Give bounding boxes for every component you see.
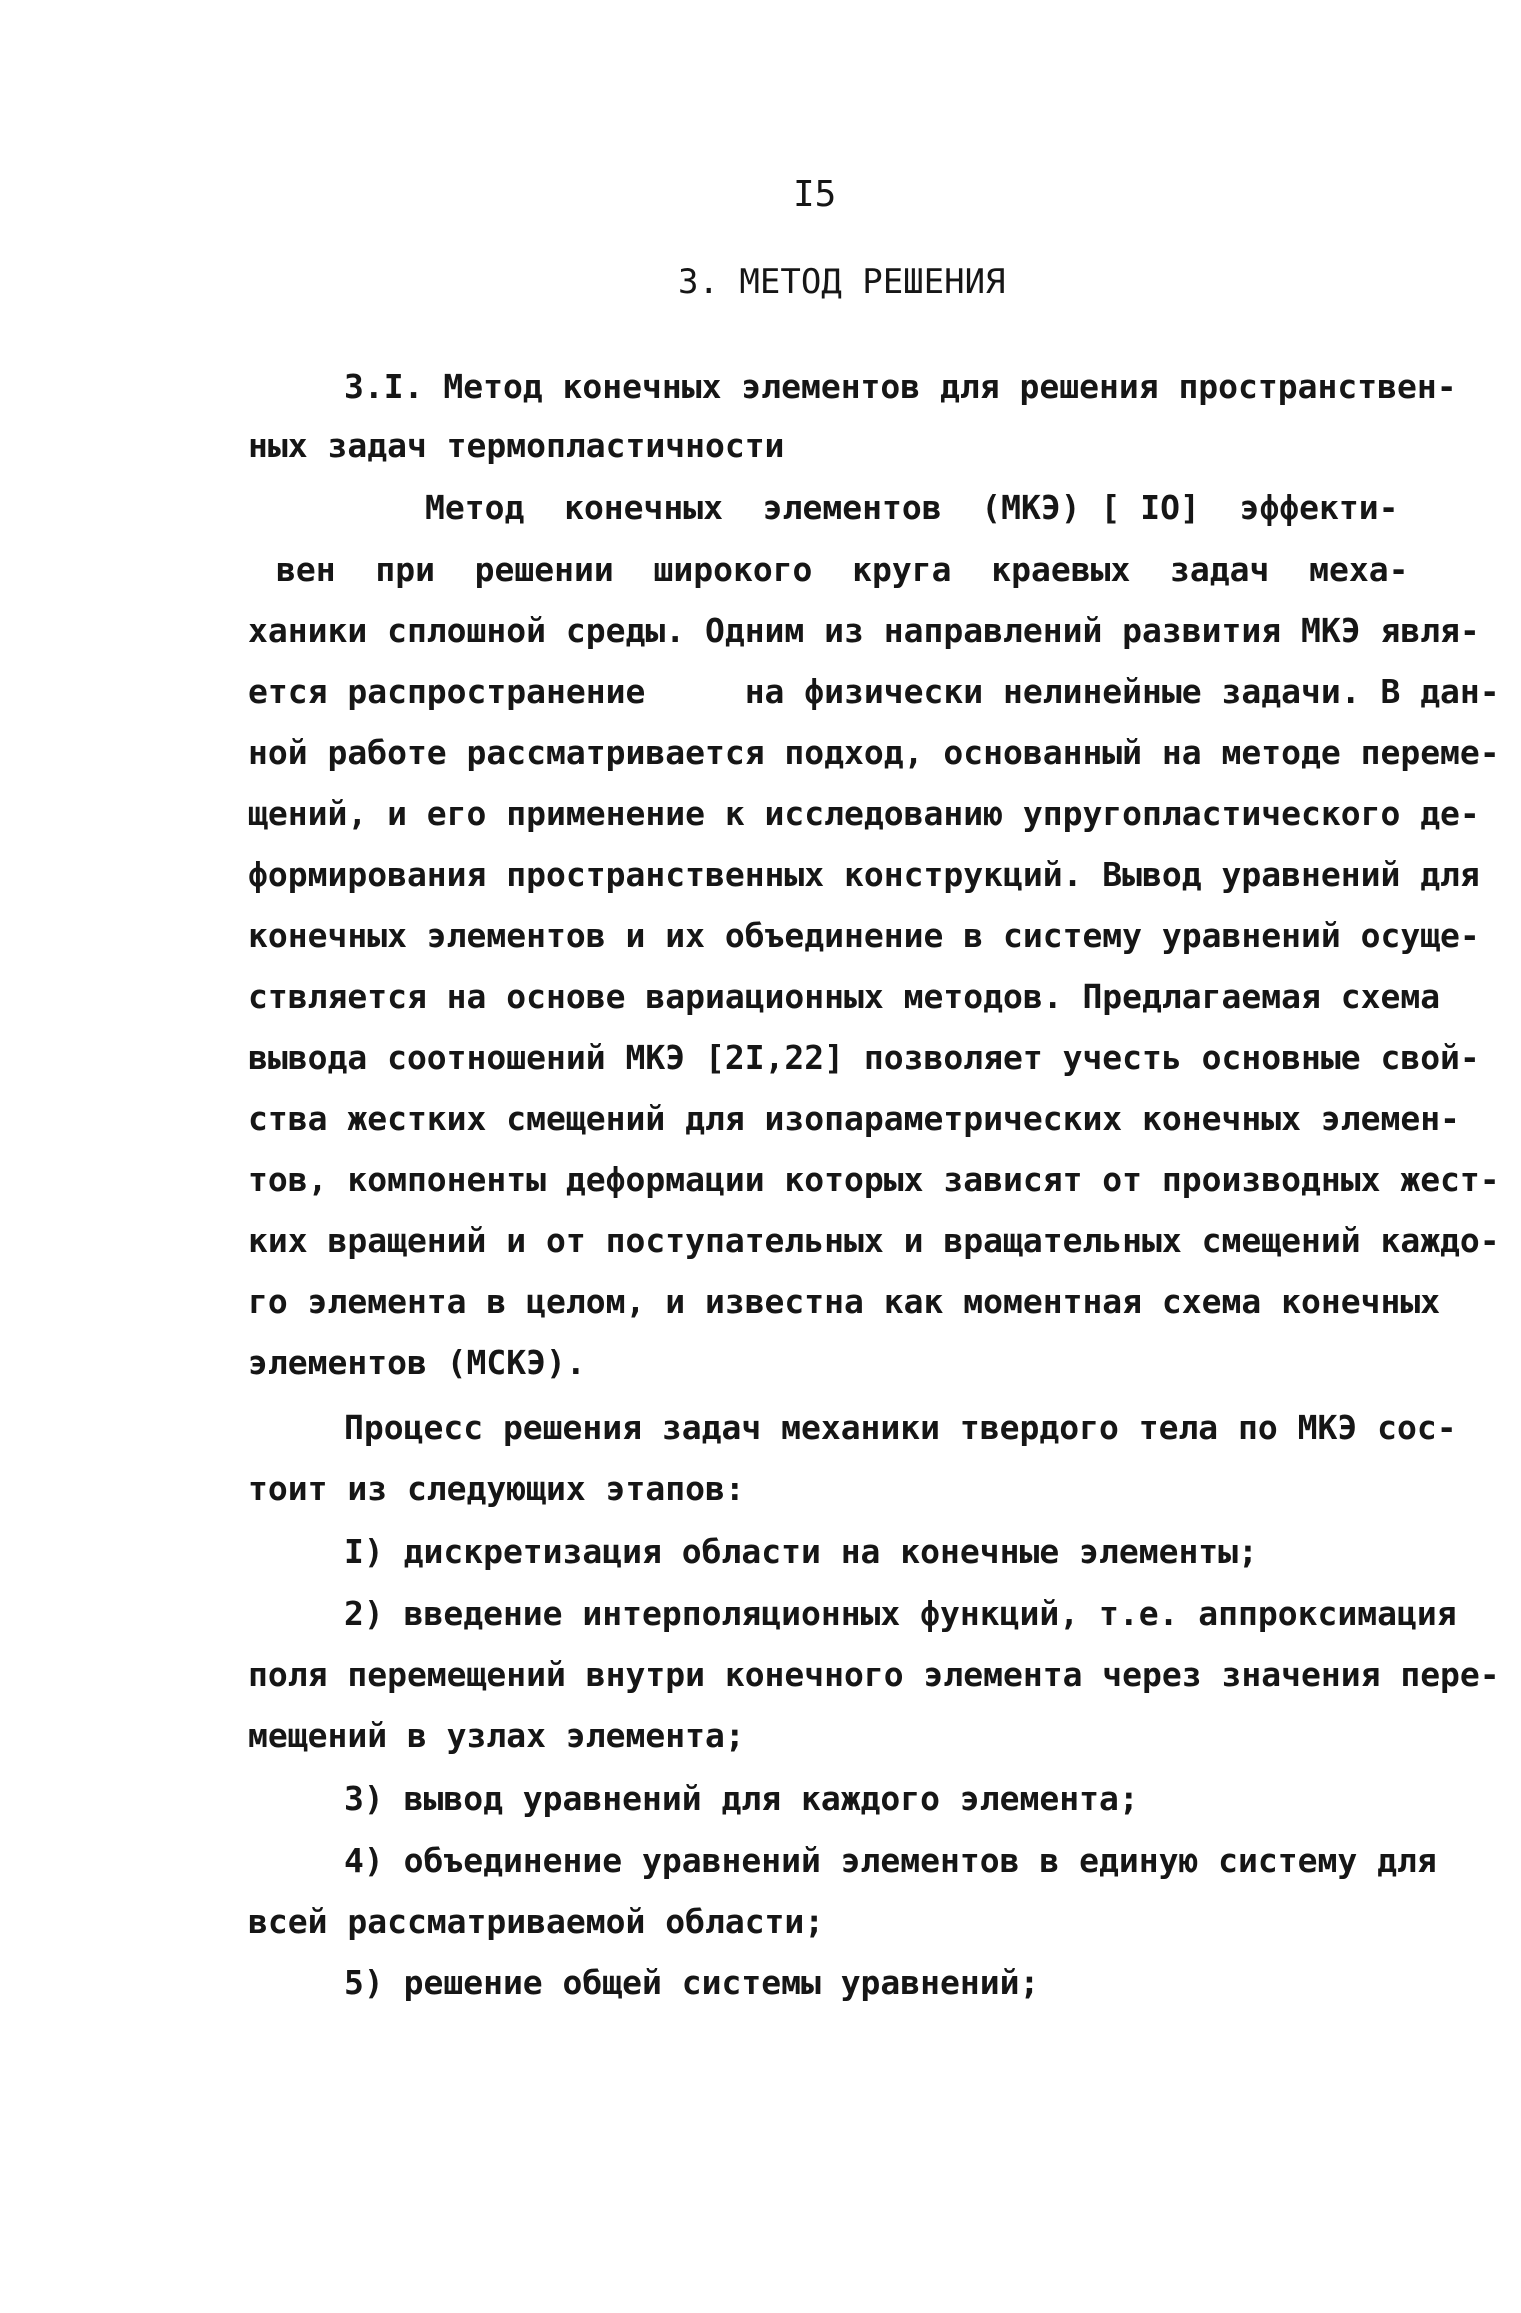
paragraph-line: тоит из следующих этапов: — [248, 1469, 745, 1508]
paragraph-line: формирования пространственных конструкций. Вывод уравнений для — [248, 855, 1480, 894]
subsection-heading-line-2: ных задач термопластичности — [248, 426, 785, 465]
paragraph-line: вен при решении широкого круга краевых задач меха- — [276, 550, 1409, 589]
list-item: 2) введение интерполяционных функций, т.е. аппроксимация — [344, 1594, 1457, 1633]
paragraph-line: ной работе рассматривается подход, основанный на методе переме- — [248, 733, 1500, 772]
paragraph-line: конечных элементов и их объединение в систему уравнений осуще- — [248, 916, 1480, 955]
list-item: I) дискретизация области на конечные элементы; — [344, 1532, 1258, 1571]
paragraph-line: Процесс решения задач механики твердого тела по МКЭ сос- — [344, 1408, 1457, 1447]
list-item-continuation: поля перемещений внутри конечного элемента через значения пере- — [248, 1655, 1500, 1694]
paragraph-line: щений, и его применение к исследованию упругопластического де- — [248, 794, 1480, 833]
list-item-continuation: всей рассматриваемой области; — [248, 1902, 825, 1941]
subsection-heading-line-1: 3.I. Метод конечных элементов для решения пространствен- — [344, 367, 1457, 406]
paragraph-line: тов, компоненты деформации которых зависят от производных жест- — [248, 1160, 1500, 1199]
list-item: 4) объединение уравнений элементов в единую систему для — [344, 1841, 1437, 1880]
page-number: I5 — [793, 174, 837, 215]
paragraph-line: ствляется на основе вариационных методов. Предлагаемая схема — [248, 977, 1441, 1016]
paragraph-line: го элемента в целом, и известна как моментная схема конечных — [248, 1282, 1441, 1321]
section-title: 3. МЕТОД РЕШЕНИЯ — [678, 262, 1006, 302]
paragraph-line: Метод конечных элементов (МКЭ) [ IO] эффекти- — [425, 488, 1399, 527]
paragraph-line: ханики сплошной среды. Одним из направлений развития МКЭ явля- — [248, 611, 1480, 650]
paragraph-line: ства жестких смещений для изопараметрических конечных элемен- — [248, 1099, 1460, 1138]
list-item-continuation: мещений в узлах элемента; — [248, 1716, 745, 1755]
paragraph-line: элементов (МСКЭ). — [248, 1343, 586, 1382]
list-item: 3) вывод уравнений для каждого элемента; — [344, 1779, 1139, 1818]
paragraph-line: вывода соотношений МКЭ [2I,22] позволяет учесть основные свой- — [248, 1038, 1480, 1077]
paragraph-line: ких вращений и от поступательных и вращательных смещений каждо- — [248, 1221, 1500, 1260]
list-item: 5) решение общей системы уравнений; — [344, 1963, 1040, 2002]
paragraph-line: ется распространение на физически нелинейные задачи. В дан- — [248, 672, 1500, 711]
